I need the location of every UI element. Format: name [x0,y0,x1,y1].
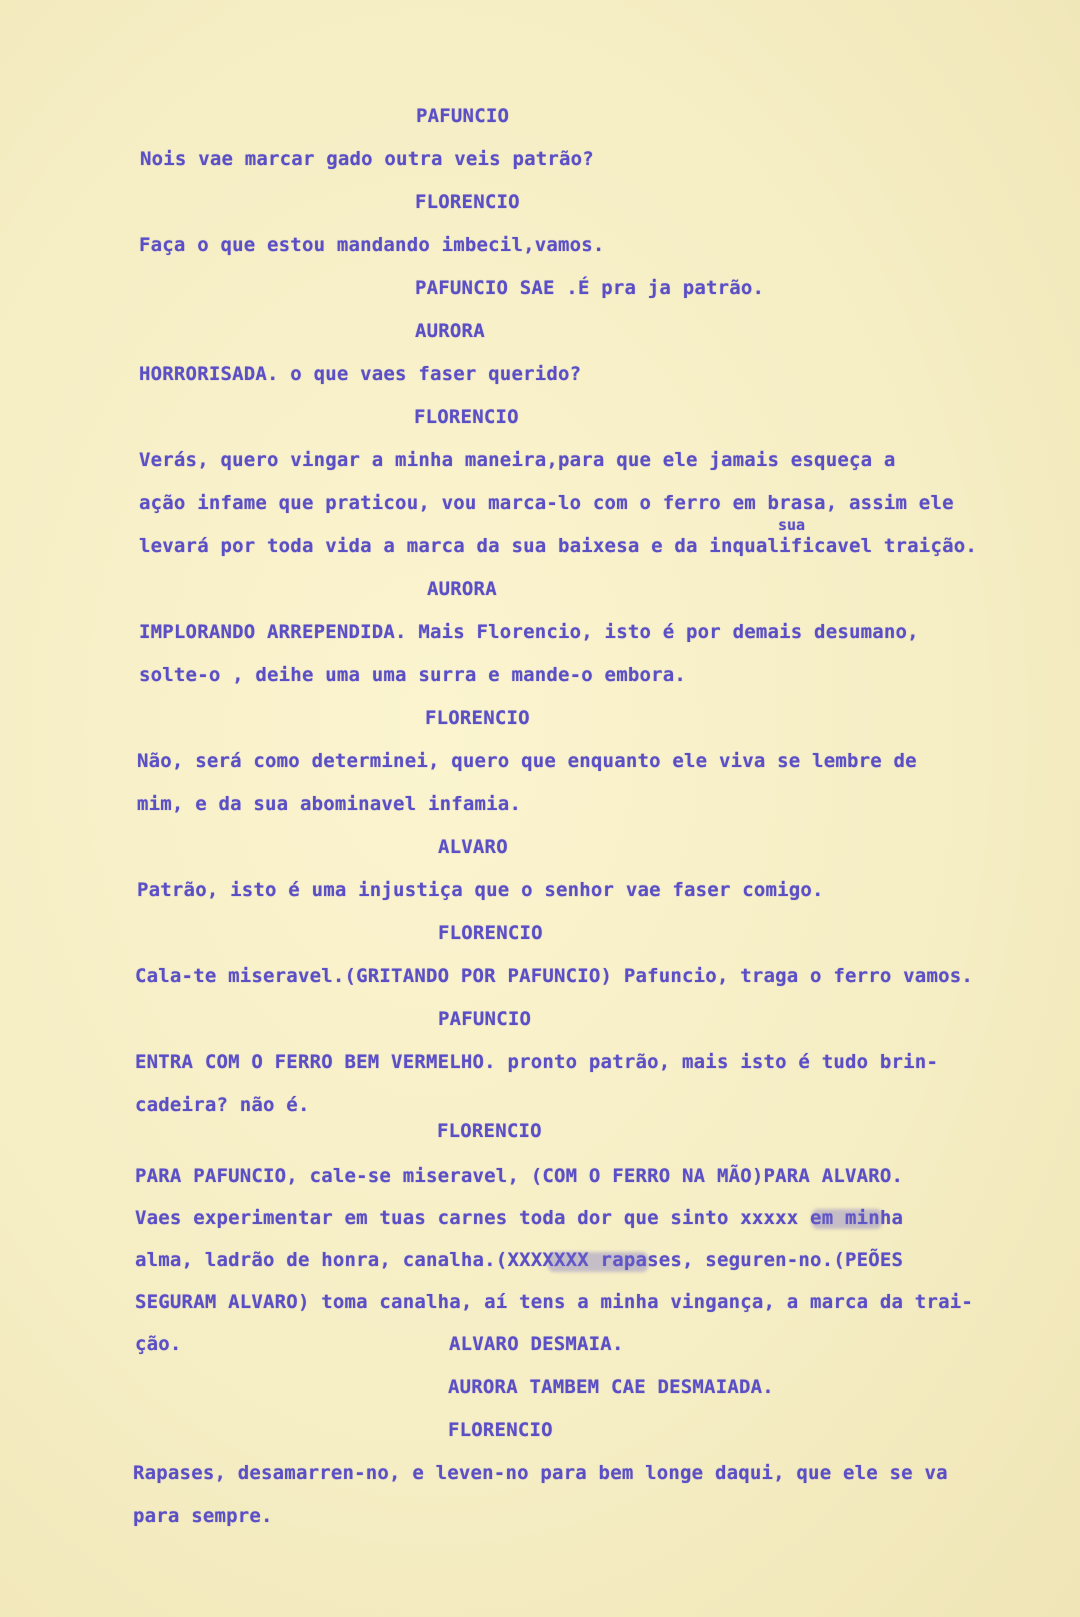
speaker-name: FLORENCIO [437,1120,542,1142]
dialogue-line: Rapases, desamarren-no, e leven-no para bem longe daqui, que ele se va [133,1462,948,1484]
speaker-name: FLORENCIO [415,191,520,213]
speaker-name: FLORENCIO [425,707,530,729]
speaker-name: PAFUNCIO [416,105,510,127]
dialogue-line: cadeira? não é. [135,1094,310,1116]
speaker-name: ALVARO [438,836,508,858]
stage-direction: PAFUNCIO SAE .É pra ja patrão. [415,277,765,299]
dialogue-line: solte-o , deihe uma uma surra e mande-o embora. [139,664,687,686]
speaker-name: AURORA [415,320,485,342]
dialogue-line: PARA PAFUNCIO, cale-se miseravel, (COM O FERRO NA MÃO)PARA ALVARO. [135,1165,904,1187]
dialogue-line: Faça o que estou mandando imbecil,vamos. [139,234,605,256]
dialogue-line: ção. [135,1333,182,1355]
dialogue-line: para sempre. [133,1505,273,1527]
struck-text-smudge [812,1209,882,1229]
speaker-name: FLORENCIO [448,1419,553,1441]
struck-text-smudge [548,1252,648,1272]
dialogue-line: levará por toda vida a marca da sua baixesa e da inqualificavel traição. [139,535,978,557]
dialogue-line: ENTRA COM O FERRO BEM VERMELHO. pronto patrão, mais isto é tudo brin- [135,1051,939,1073]
speaker-name: PAFUNCIO [438,1008,532,1030]
dialogue-line: Cala-te miseravel.(GRITANDO POR PAFUNCIO) Pafuncio, traga o ferro vamos. [135,965,974,987]
stage-direction: AURORA TAMBEM CAE DESMAIADA. [448,1376,774,1398]
speaker-name: FLORENCIO [438,922,543,944]
stage-direction: ALVARO DESMAIA. [449,1333,624,1355]
dialogue-line: Vaes experimentar em tuas carnes toda dor que sinto xxxxx em minha [135,1207,904,1229]
speaker-name: FLORENCIO [414,406,519,428]
dialogue-line: Verás, quero vingar a minha maneira,para que ele jamais esqueça a [139,449,896,471]
dialogue-line: Patrão, isto é uma injustiça que o senhor vae faser comigo. [137,879,824,901]
dialogue-line: IMPLORANDO ARREPENDIDA. Mais Florencio, isto é por demais desumano, [139,621,919,643]
dialogue-line: HORRORISADA. o que vaes faser querido? [139,363,582,385]
dialogue-line: mim, e da sua abominavel infamia. [137,793,522,815]
dialogue-line: SEGURAM ALVARO) toma canalha, aí tens a minha vingança, a marca da trai- [135,1291,974,1313]
dialogue-line: ação infame que praticou, vou marca-lo com o ferro em brasa, assim ele [139,492,954,514]
dialogue-line: Não, será como determinei, quero que enquanto ele viva se lembre de [137,750,917,772]
speaker-name: AURORA [427,578,497,600]
dialogue-line: alma, ladrão de honra, canalha.(XXXXXXX rapases, seguren-no.(PEÕES [135,1249,904,1271]
handwritten-insertion: sua [778,516,806,534]
dialogue-line: Nois vae marcar gado outra veis patrão? [140,148,594,170]
